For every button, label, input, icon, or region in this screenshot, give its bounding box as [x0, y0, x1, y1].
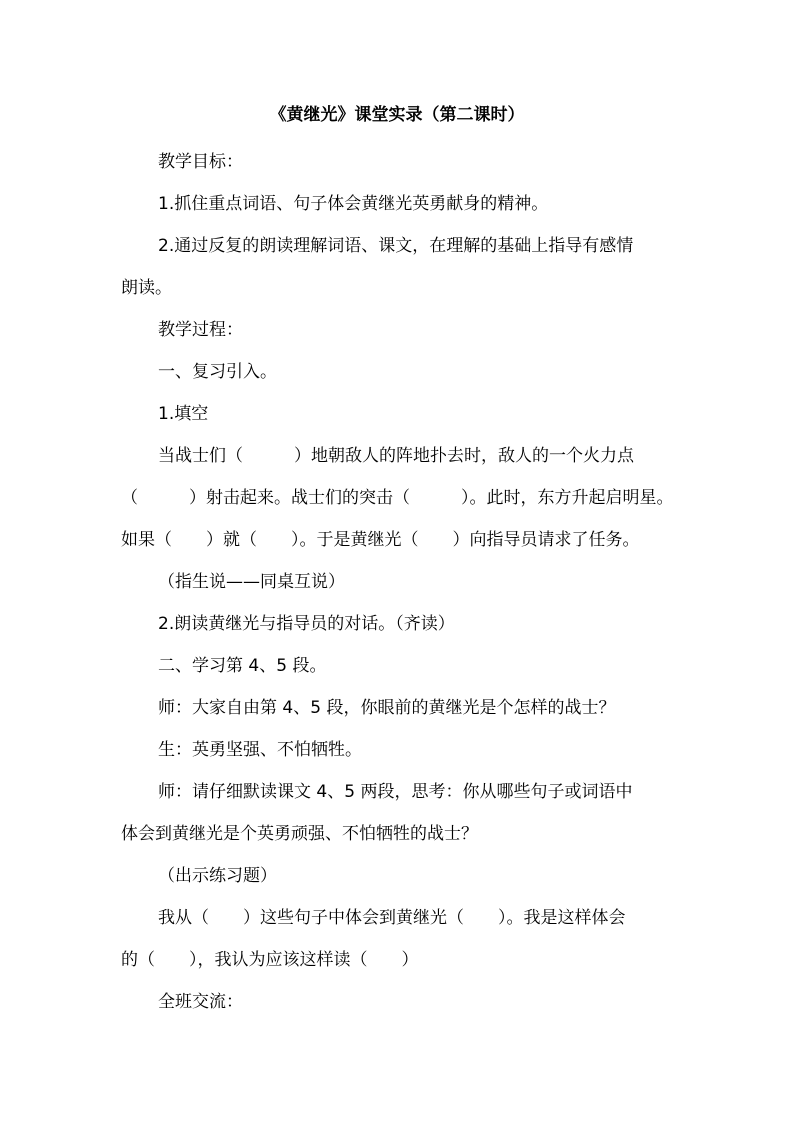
step-2-heading: 二、学习第 4、5 段。: [158, 656, 327, 676]
exercise-note: （出示练习题）: [158, 866, 277, 886]
objective-1: 1.抓住重点词语、句子体会黄继光英勇献身的精神。: [158, 194, 549, 214]
fill-blank-heading: 1.填空: [158, 404, 209, 424]
teacher-question-1: 师：大家自由第 4、5 段，你眼前的黄继光是个怎样的战士？: [158, 698, 616, 718]
section-heading-process: 教学过程：: [158, 320, 243, 340]
teacher-question-2: 师：请仔细默读课文 4、5 两段，思考：你从哪些句子或词语中: [158, 782, 633, 802]
objective-2-continued: 朗读。: [121, 278, 172, 298]
student-answer-1: 生：英勇坚强、不怕牺牲。: [158, 740, 362, 760]
exercise-line-2: 的（ ），我认为应该这样读（ ）: [121, 950, 419, 970]
fill-blank-line-3: 如果（ ）就（ ）。于是黄继光（ ）向指导员请求了任务。: [121, 530, 640, 550]
step-1-heading: 一、复习引入。: [158, 362, 277, 382]
fill-blank-line-1: 当战士们（ ）地朝敌人的阵地扑去时，敌人的一个火力点: [158, 446, 634, 466]
instruction-note: （指生说——同桌互说）: [158, 572, 345, 592]
section-heading-objectives: 教学目标：: [158, 152, 243, 172]
teacher-question-2-continued: 体会到黄继光是个英勇顽强、不怕牺牲的战士？: [121, 824, 478, 844]
exercise-line-1: 我从（ ）这些句子中体会到黄继光（ ）。我是这样体会: [158, 908, 626, 928]
class-discussion: 全班交流：: [158, 992, 243, 1012]
document-title: 《黄继光》课堂实录（第二课时）: [269, 105, 525, 125]
fill-blank-line-2: （ ）射击起来。战士们的突击（ ）。此时，东方升起启明星。: [121, 488, 674, 508]
objective-2: 2.通过反复的朗读理解词语、课文，在理解的基础上指导有感情: [158, 236, 634, 256]
reading-task: 2.朗读黄继光与指导员的对话。（齐读）: [158, 614, 455, 634]
